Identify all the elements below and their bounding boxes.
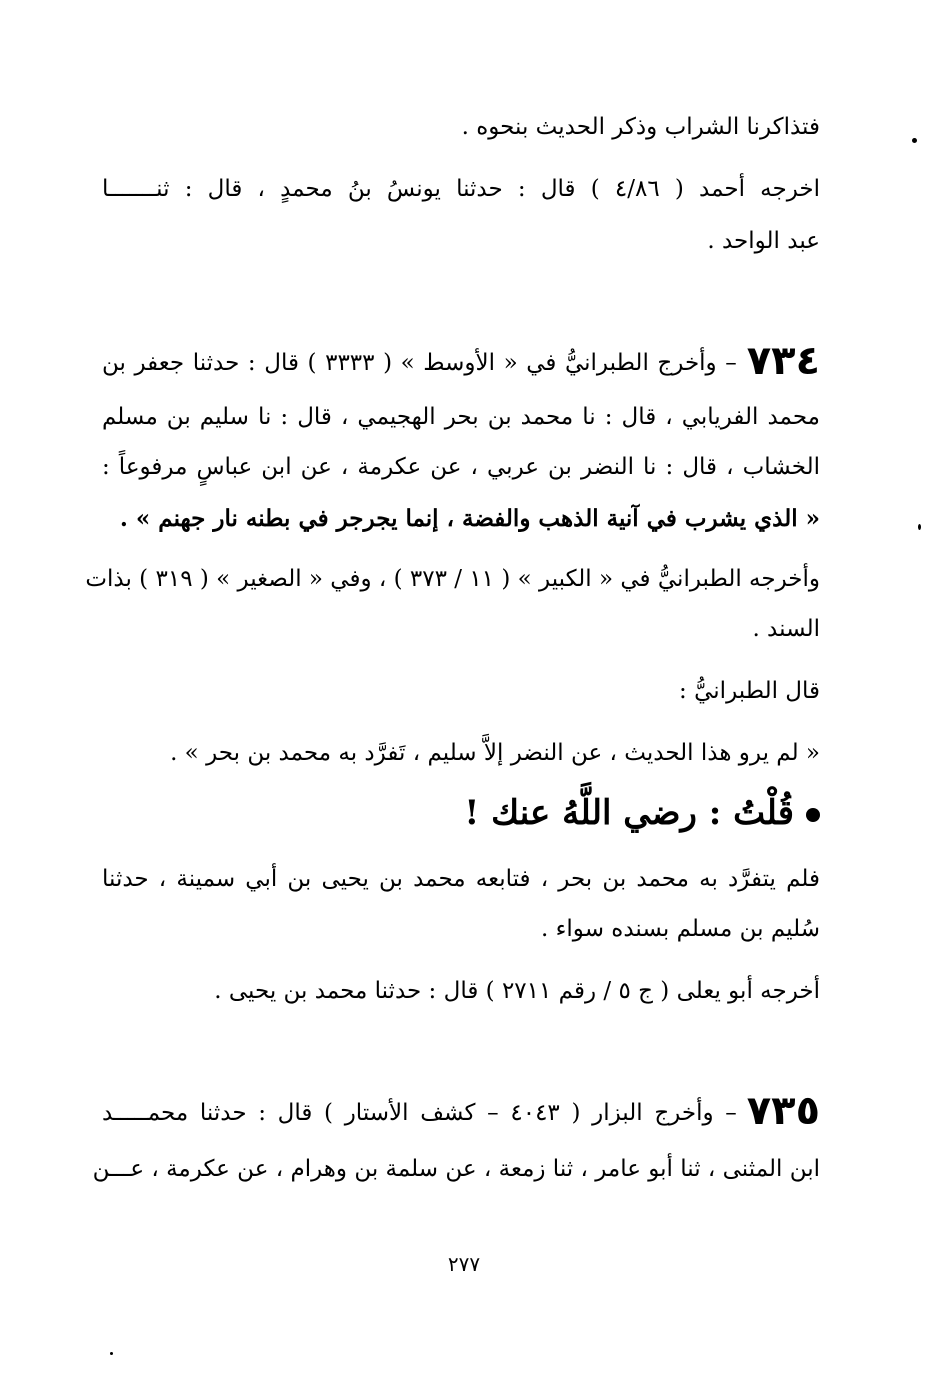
text-line: أخرجه أبو يعلى ( ج ٥ / رقم ٢٧١١ ) قال : حدثنا محمد بن يحيى .: [214, 978, 820, 1004]
text-line: فتذاكرنا الشراب وذكر الحديث بنحوه .: [461, 114, 820, 140]
page-number: ٢٧٧: [447, 1252, 481, 1276]
text-line: فلم يتفرَّد به محمد بن بحر ، فتابعه محمد بن يحيى بن أبي سمينة ، حدثنا: [102, 866, 820, 892]
text-line: عبد الواحد .: [707, 228, 820, 254]
hadith-number-734: ٧٣٤: [746, 338, 820, 384]
text-line: قال الطبرانيُّ :: [679, 678, 820, 704]
hadith-number-735: ٧٣٥: [746, 1088, 821, 1134]
text-line: محمد الفريابي ، قال : نا محمد بن بحر الهجيمي ، قال : نا سليم بن مسلم: [102, 404, 820, 430]
text-line: ابن المثنى ، ثنا أبو عامر ، ثنا زمعة ، عن سلمة بن وهرام ، عن عكرمة ، عـــن: [92, 1156, 820, 1182]
hadith-734-first-line: [102, 338, 820, 384]
scan-speck: [110, 1352, 113, 1355]
text-line: سُليم بن مسلم بسنده سواء .: [540, 916, 820, 942]
scan-speck: [918, 524, 921, 530]
text-line: وأخرجه الطبرانيُّ في « الكبير » ( ١١ / ٣٧٣ ) ، وفي « الصغير » ( ٣١٩ ) بذات: [85, 566, 820, 592]
text-line: اخرجه أحمد ( ٤/٨٦ ) قال : حدثنا يونسُ بنُ محمدٍ ، قال : ثنـــــــا: [102, 176, 820, 202]
text-segment: – وأخرج البزار ( ٤٠٤٣ – كشف الأستار ) قال : حدثنا محمـــــد: [102, 1100, 737, 1126]
section-heading: [464, 790, 820, 836]
heading-text: قُلْتُ : رضي اللَّهُ عنك !: [464, 793, 794, 833]
scan-speck: [912, 138, 917, 143]
text-line: السند .: [752, 616, 820, 642]
quote-line: « لم يرو هذا الحديث ، عن النضر إلاَّ سليم ، تَفرَّد به محمد بن بحر » .: [170, 740, 820, 766]
bullet-dot-icon: [806, 808, 820, 822]
text-segment: – وأخرج الطبرانيُّ في « الأوسط » ( ٣٣٣٣ ) قال : حدثنا جعفر بن: [102, 350, 737, 376]
hadith-735-first-line: [102, 1088, 821, 1134]
text-line: الخشاب ، قال : نا النضر بن عربي ، عن عكرمة ، عن ابن عباسٍ مرفوعاً :: [102, 454, 820, 480]
hadith-text-line: « الذي يشرب في آنية الذهب والفضة ، إنما يجرجر في بطنه نار جهنم » .: [119, 505, 820, 532]
